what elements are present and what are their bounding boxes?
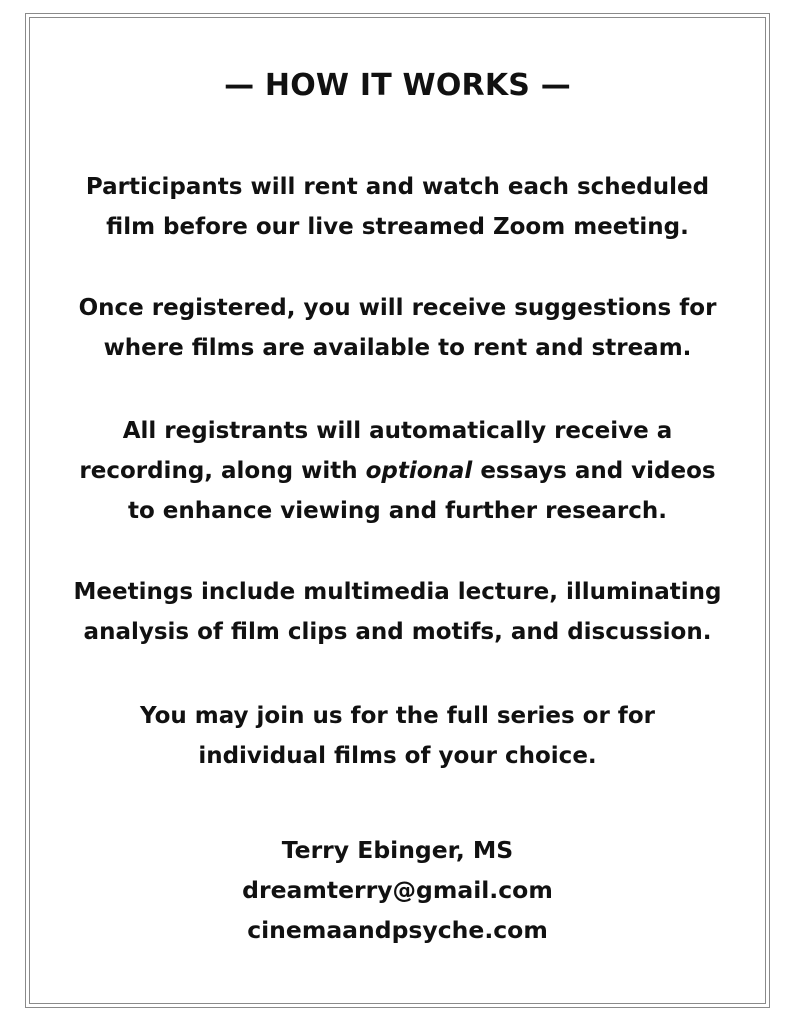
paragraph-line: You may join us for the full series or for — [140, 703, 655, 729]
paragraph-line: Once registered, you will receive suggestions for — [78, 295, 717, 321]
paragraph-line — [40, 451, 755, 491]
contact-name: Terry Ebinger, MS — [281, 836, 514, 864]
paragraph-participation — [40, 167, 755, 247]
paragraph-line: where films are available to rent and stream. — [103, 335, 692, 361]
paragraph-series — [40, 696, 755, 776]
page-title: — HOW IT WORKS — — [224, 68, 571, 103]
paragraph-line: analysis of film clips and motifs, and discussion. — [83, 619, 712, 645]
paragraph-text: recording, along with — [79, 458, 366, 484]
paragraph-line: All registrants will automatically receive a — [122, 418, 673, 444]
paragraph-recording — [40, 411, 755, 531]
paragraph-registration — [40, 288, 755, 368]
paragraph-line: to enhance viewing and further research. — [128, 498, 667, 524]
emphasis-text: optional — [365, 458, 473, 484]
paragraph-meetings — [40, 572, 755, 652]
paragraph-line: film before our live streamed Zoom meeting. — [106, 214, 689, 240]
contact-website[interactable]: cinemaandpsyche.com — [247, 916, 548, 944]
paragraph-line: Participants will rent and watch each scheduled — [85, 174, 710, 200]
paragraph-text: essays and videos — [472, 458, 716, 484]
paragraph-line: individual films of your choice. — [198, 743, 597, 769]
contact-block — [40, 830, 755, 950]
paragraph-line: Meetings include multimedia lecture, illuminating — [73, 579, 722, 605]
contact-email[interactable]: dreamterry@gmail.com — [242, 876, 553, 904]
